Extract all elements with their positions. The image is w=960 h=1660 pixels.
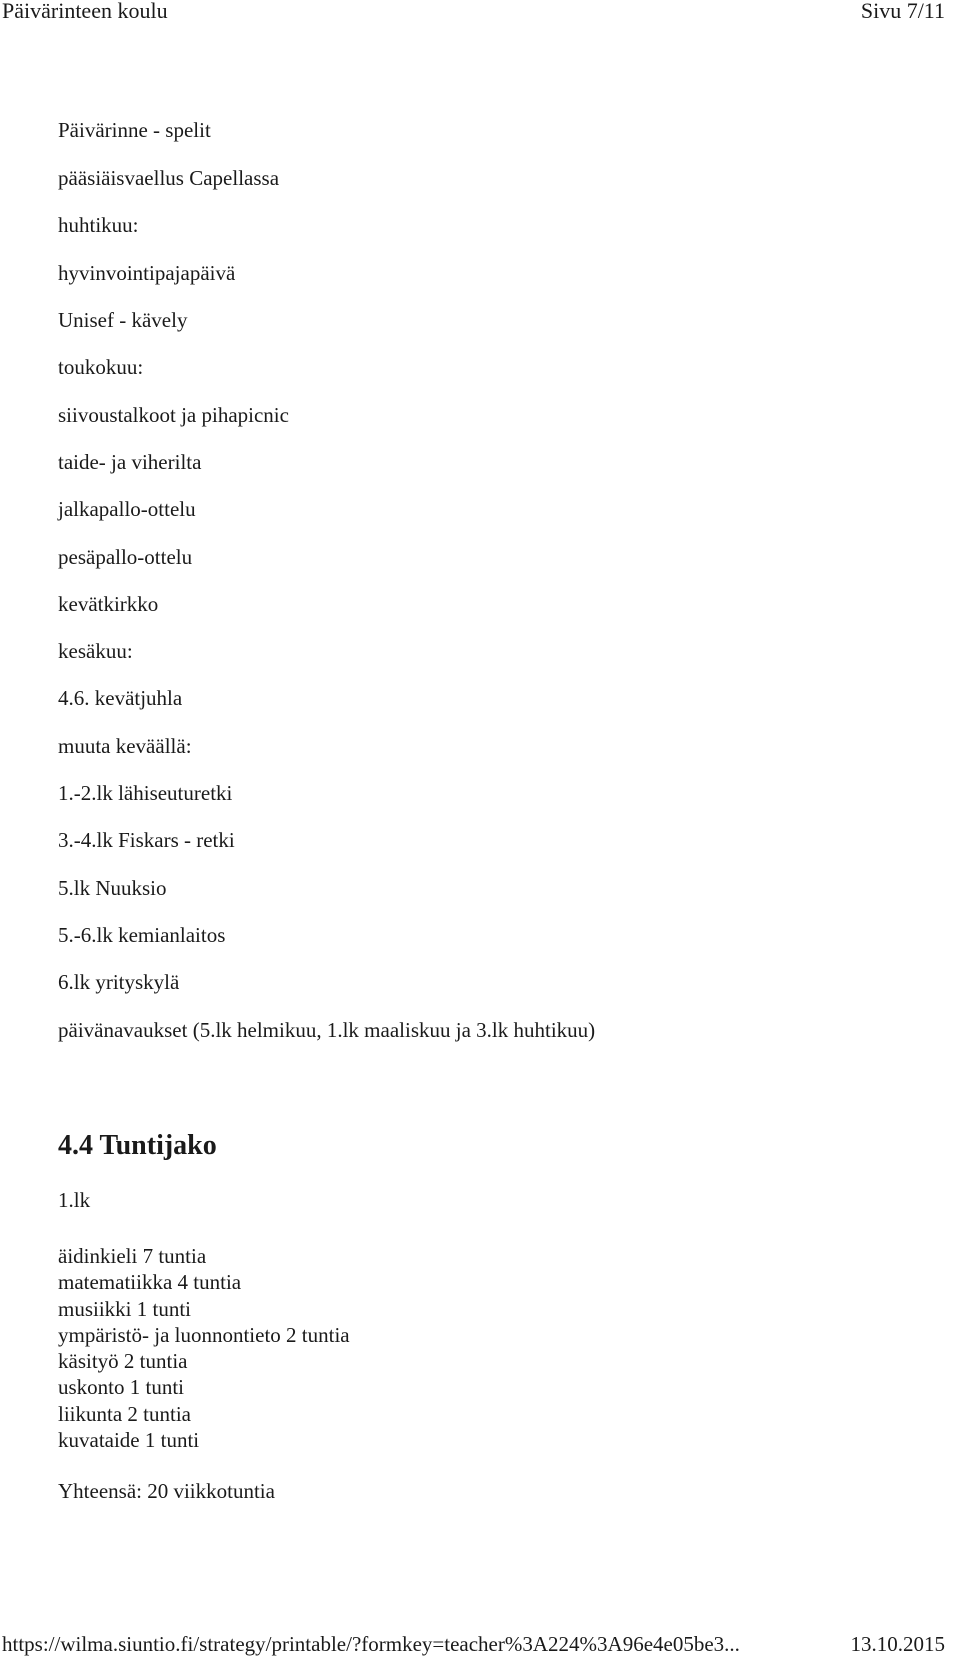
subject-item: käsityö 2 tuntia	[58, 1349, 188, 1374]
event-line: 6.lk yrityskylä	[58, 970, 180, 994]
subject-item: äidinkieli 7 tuntia	[58, 1244, 207, 1268]
subject-item: matematiikka 4 tuntia	[58, 1270, 242, 1295]
event-line: päivänavaukset (5.lk helmikuu, 1.lk maaliskuu ja 3.lk huhtikuu)	[58, 1018, 596, 1042]
section-heading: 4.4 Tuntijako	[58, 1130, 217, 1161]
event-line: pääsiäisvaellus Capellassa	[58, 166, 280, 190]
month-heading: kesäkuu:	[58, 639, 133, 663]
subject-item: musiikki 1 tunti	[58, 1296, 192, 1321]
event-line: 3.-4.lk Fiskars - retki	[58, 828, 235, 852]
print-date: 13.10.2015	[850, 1632, 945, 1656]
event-line: jalkapallo-ottelu	[58, 497, 196, 521]
subject-item: liikunta 2 tuntia	[58, 1401, 191, 1426]
event-line: pesäpallo-ottelu	[58, 545, 193, 569]
month-heading: toukokuu:	[58, 355, 144, 379]
page-footer	[0, 1632, 945, 1658]
grade-label: 1.lk	[58, 1188, 91, 1212]
month-heading: muuta keväällä:	[58, 734, 192, 758]
school-name: Päivärinteen koulu	[2, 0, 168, 23]
event-line: 4.6. kevätjuhla	[58, 686, 183, 710]
event-line: hyvinvointipajapäivä	[58, 261, 236, 285]
weekly-hours-total: Yhteensä: 20 viikkotuntia	[58, 1479, 275, 1503]
event-line: siivoustalkoot ja pihapicnic	[58, 403, 289, 427]
event-line: 1.-2.lk lähiseuturetki	[58, 781, 233, 805]
event-line: Unisef - kävely	[58, 308, 188, 332]
month-heading: huhtikuu:	[58, 213, 139, 237]
event-line: 5.lk Nuuksio	[58, 876, 167, 900]
source-url: https://wilma.siuntio.fi/strategy/printable/?formkey=teacher%3A224%3A96e4e05be3...	[2, 1632, 740, 1656]
subject-item: uskonto 1 tunti	[58, 1375, 185, 1400]
subject-item: ympäristö- ja luonnontieto 2 tuntia	[58, 1322, 350, 1347]
event-line: taide- ja viherilta	[58, 450, 202, 474]
event-line: Päivärinne - spelit	[58, 118, 211, 142]
event-line: kevätkirkko	[58, 592, 159, 616]
subject-item: kuvataide 1 tunti	[58, 1428, 200, 1453]
subject-list	[58, 1243, 350, 1453]
page-header	[0, 0, 945, 28]
event-line: 5.-6.lk kemianlaitos	[58, 923, 226, 947]
page-number: Sivu 7/11	[860, 0, 945, 23]
